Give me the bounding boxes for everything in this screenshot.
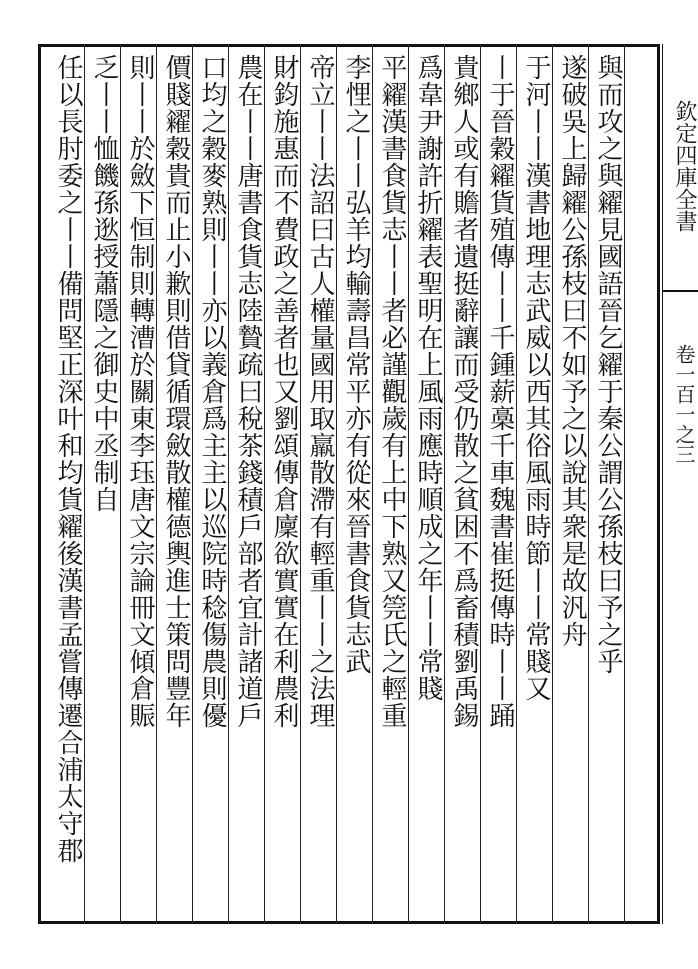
text-column: 平糴漢書食貨志丨丨者必謹觀歲有上中下熟又筦氏之輕重 bbox=[377, 54, 407, 729]
volume-number: 卷一百一之三 bbox=[672, 344, 696, 464]
text-column: 李悝之丨丨弘羊均輸壽昌常平亦有從來晉書食貨志武 bbox=[341, 54, 371, 675]
text-column: 價賤糴穀貴而止小歉則借貸循環斂散權德輿進士策問豐年 bbox=[161, 54, 191, 729]
text-column: 貴鄉人或有贍者遺挺辭讓而受仍散之貧困不爲畜積劉禹錫 bbox=[449, 54, 479, 729]
text-column: 口均之穀麥熟則丨丨亦以義倉爲主主以巡院時稔傷農則優 bbox=[197, 54, 227, 729]
text-column: 于河丨丨漢書地理志武威以西其俗風雨時節丨丨常賤又 bbox=[521, 54, 551, 702]
text-column: 任以長肘委之丨丨備問堅正深叶和均貨糴後漢書孟嘗傳遷合浦太守郡 bbox=[53, 54, 83, 864]
text-column: 帝立丨丨法詔曰古人權量國用取羸散滯有輕重丨丨之法理 bbox=[305, 54, 335, 729]
text-column: 丨于晉穀糴貨殖傳丨丨千鍾薪槀千車魏書崔挺傳時丨丨踊 bbox=[485, 54, 515, 729]
book-title: 欽定四庫全書 bbox=[672, 100, 697, 232]
text-column: 財鈞施惠而不費政之善者也又劉頌傳倉廩欲實實在利農利 bbox=[269, 54, 299, 729]
fishtail-divider bbox=[663, 290, 698, 292]
text-column: 乏丨丨恤饑孫逖授蕭隱之御史中丞制自 bbox=[89, 54, 119, 513]
text-column: 農在丨丨唐書食貨志陸贄疏曰稅茶錢積戶部者宜計諸道戶 bbox=[233, 54, 263, 729]
text-column: 與而攻之與糴見國語晉乞糴于秦公謂公孫枝曰予之乎 bbox=[593, 54, 623, 675]
text-column: 爲韋尹謝許折糴表聖明在上風雨應時順成之年丨丨常賤 bbox=[413, 54, 443, 702]
book-margin-column bbox=[662, 44, 698, 924]
text-column: 遂破吳上歸糴公孫枝曰不如予之以說其衆是故汎舟 bbox=[557, 54, 587, 648]
text-column: 則丨丨於斂下恒制則轉漕於關東李珏唐文宗論冊文傾倉賑 bbox=[125, 54, 155, 729]
